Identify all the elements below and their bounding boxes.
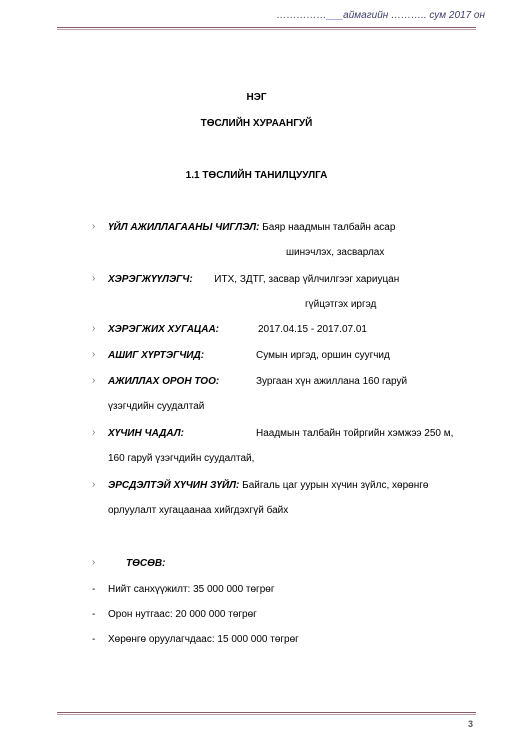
bullet-arrow: › (92, 557, 96, 568)
budget-line: Нийт санхүүжилт: 35 000 000 төгрөг (108, 584, 275, 595)
summary-title: ТӨСЛИЙН ХУРААНГУЙ (200, 118, 313, 129)
bullet-arrow: › (92, 221, 96, 232)
page-number: 3 (467, 719, 473, 729)
dash-bullet: - (92, 609, 96, 620)
footer-rule (57, 712, 476, 713)
bullet-arrow: › (92, 273, 96, 284)
budget-line: Орон нутгаас: 20 000 000 төгрөг (108, 609, 257, 620)
running-header (276, 10, 485, 21)
item-cont: орлуулалт хугацаанаа хийгдэхгүй байх (108, 505, 289, 516)
bullet-arrow: › (92, 375, 96, 386)
item-value: ИТХ, ЗДТГ, засвар үйлчилгээг хариуцан (214, 274, 400, 285)
header-rule-2 (57, 29, 476, 30)
item-key: АЖИЛЛАХ ОРОН ТОО: (108, 376, 220, 387)
item-value: Сумын иргэд, оршин суугчид (256, 350, 390, 361)
item-key: АШИГ ХҮРТЭГЧИД: (108, 350, 205, 361)
section-title: 1.1 ТӨСЛИЙН ТАНИЛЦУУЛГА (185, 170, 328, 181)
item-duration (108, 324, 219, 335)
header-rule (57, 27, 476, 28)
item-cont: гүйцэтгэх иргэд (305, 299, 377, 310)
dash-bullet: - (92, 584, 96, 595)
item-value: Байгаль цаг уурын хүчин зүйлс, хөрөнгө (242, 480, 429, 491)
item-cont: шинэчлэх, засварлах (286, 247, 385, 258)
item-activity (108, 222, 395, 233)
header-aimag-text: аймагийн ……….. сум 2017 он (343, 10, 485, 21)
budget-heading: ТӨСӨВ: (126, 558, 166, 569)
item-key: ХЭРЭГЖИХ ХУГАЦАА: (108, 324, 219, 335)
item-value: Зургаан хүн ажиллана 160 гаруй (256, 376, 408, 387)
item-capacity (108, 428, 184, 439)
footer-rule-2 (57, 714, 476, 715)
item-staff (108, 376, 219, 387)
item-implementer (108, 274, 399, 285)
dash-bullet: - (92, 634, 96, 645)
item-value: 2017.04.15 - 2017.07.01 (258, 324, 367, 335)
bullet-arrow: › (92, 479, 96, 490)
item-cont: 160 гаруй үзэгчдийн суудалтай, (108, 453, 255, 464)
item-beneficiaries (108, 350, 204, 361)
item-value: Наадмын талбайн тойргийн хэмжээ 250 м, (256, 428, 454, 439)
chapter-title: НЭГ (246, 92, 267, 103)
header-blank: ___ (326, 10, 344, 21)
item-key: ҮЙЛ АЖИЛЛАГААНЫ ЧИГЛЭЛ: (108, 222, 260, 233)
item-key: ЭРСДЭЛТЭЙ ХҮЧИН ЗҮЙЛ: (108, 480, 240, 491)
item-key: ХҮЧИН ЧАДАЛ: (108, 428, 184, 439)
item-cont: үзэгчдийн суудалтай (108, 401, 205, 412)
header-dots: …………… (276, 10, 327, 21)
item-value: Баяр наадмын талбайн асар (262, 222, 396, 233)
item-key: ХЭРЭГЖҮҮЛЭГЧ: (108, 274, 193, 285)
bullet-arrow: › (92, 427, 96, 438)
item-risk (108, 480, 428, 491)
bullet-arrow: › (92, 349, 96, 360)
bullet-arrow: › (92, 323, 96, 334)
budget-line: Хөрөнгө оруулагчдаас: 15 000 000 төгрөг (108, 634, 299, 645)
